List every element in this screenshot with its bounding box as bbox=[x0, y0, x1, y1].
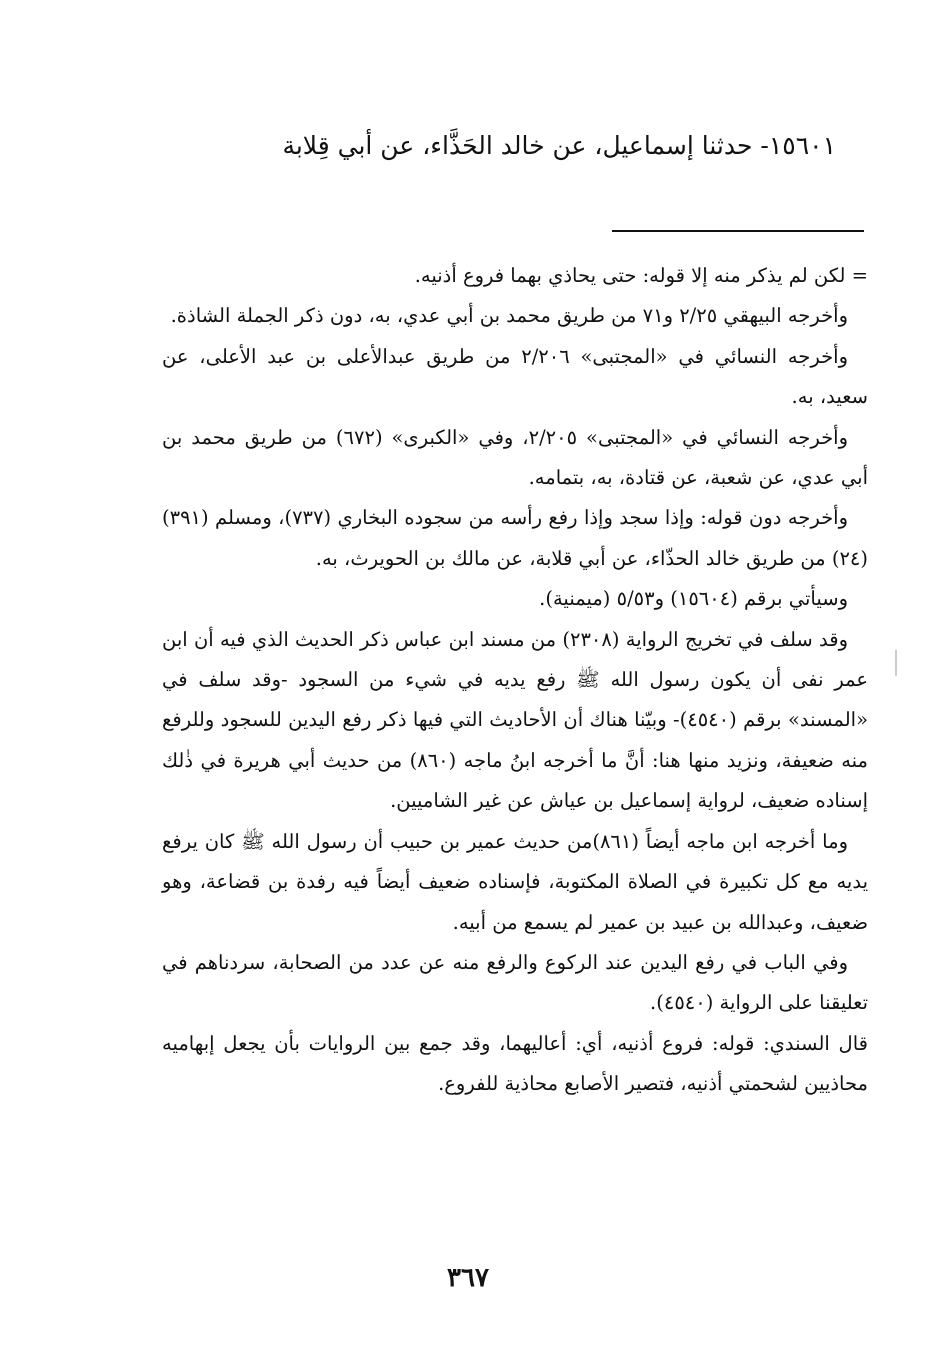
footnote-paragraph: قال السندي: قوله: فروع أذنيه، أي: أعاليهما، وقد جمع بين الروايات بأن يجعل إبهاميه محاذيين لشحمتي أذنيه، فتصير الأصابع محاذية للفروع. bbox=[162, 1031, 868, 1096]
hadith-heading: ١٥٦٠١- حدثنا إسماعيل، عن خالد الحَذَّاء، عن أبي قِلابة bbox=[282, 131, 836, 160]
footnote-paragraph: وقد سلف في تخريج الرواية (٢٣٠٨) من مسند ابن عباس ذكر الحديث الذي فيه أن ابن عمر نفى أن يكون رسول الله ﷺ رفع يديه في شيء من السجود -وقد سلف في «المسند» برقم (٤٥٤٠)- وبيّنا هناك أن الأحاديث التي فيها ذكر رفع اليدين للسجود وللرفع منه ضعيفة، ونزيد منها هنا: أنَّ ما أخرجه ابنُ ماجه (٨٦٠) من حديث أبي هريرة في ذٰلك إسناده ضعيف، لرواية إسماعيل بن عياش عن غير الشاميين. bbox=[162, 627, 868, 813]
footnote-paragraph: وسيأتي برقم (١٥٦٠٤) و٥/٥٣ (ميمنية). bbox=[539, 587, 848, 611]
footnote-separator-rule bbox=[612, 230, 864, 232]
page-number: ٣٦٧ bbox=[447, 1263, 489, 1293]
scan-margin-mark bbox=[895, 650, 897, 676]
footnote-paragraph: وأخرجه النسائي في «المجتبى» ٢/٢٠٥، وفي «الكبرى» (٦٧٢) من طريق محمد بن أبي عدي، عن شعبة، عن قتادة، به، بتمامه. bbox=[162, 425, 868, 490]
footnote-paragraph: وأخرجه البيهقي ٢/٢٥ و٧١ من طريق محمد بن أبي عدي، به، دون ذكر الجملة الشاذة. bbox=[170, 304, 848, 328]
footnote-paragraph: وما أخرجه ابن ماجه أيضاً (٨٦١)من حديث عمير بن حبيب أن رسول الله ﷺ كان يرفع يديه مع كل تكبيرة في الصلاة المكتوبة، فإسناده ضعيف أيضاً فيه رفدة بن قضاعة، وهو ضعيف، وعبدالله بن عبيد بن عمير لم يسمع من أبيه. bbox=[162, 829, 868, 934]
footnotes-block bbox=[162, 256, 868, 1105]
footnote-paragraph: وأخرجه النسائي في «المجتبى» ٢/٢٠٦ من طريق عبدالأعلى بن عبد الأعلى، عن سعيد، به. bbox=[162, 344, 868, 409]
footnote-paragraph: = لكن لم يذكر منه إلا قوله: حتى يحاذي بهما فروع أذنيه. bbox=[414, 264, 868, 287]
footnote-paragraph: وأخرجه دون قوله: وإذا سجد وإذا رفع رأسه من سجوده البخاري (٧٣٧)، ومسلم (٣٩١) (٢٤) من طريق خالد الحذّاء، عن أبي قلابة، عن مالك بن الحويرث، به. bbox=[162, 506, 868, 570]
footnote-paragraph: وفي الباب في رفع اليدين عند الركوع والرفع منه عن عدد من الصحابة، سردناهم في تعليقنا على الرواية (٤٥٤٠). bbox=[162, 950, 868, 1015]
